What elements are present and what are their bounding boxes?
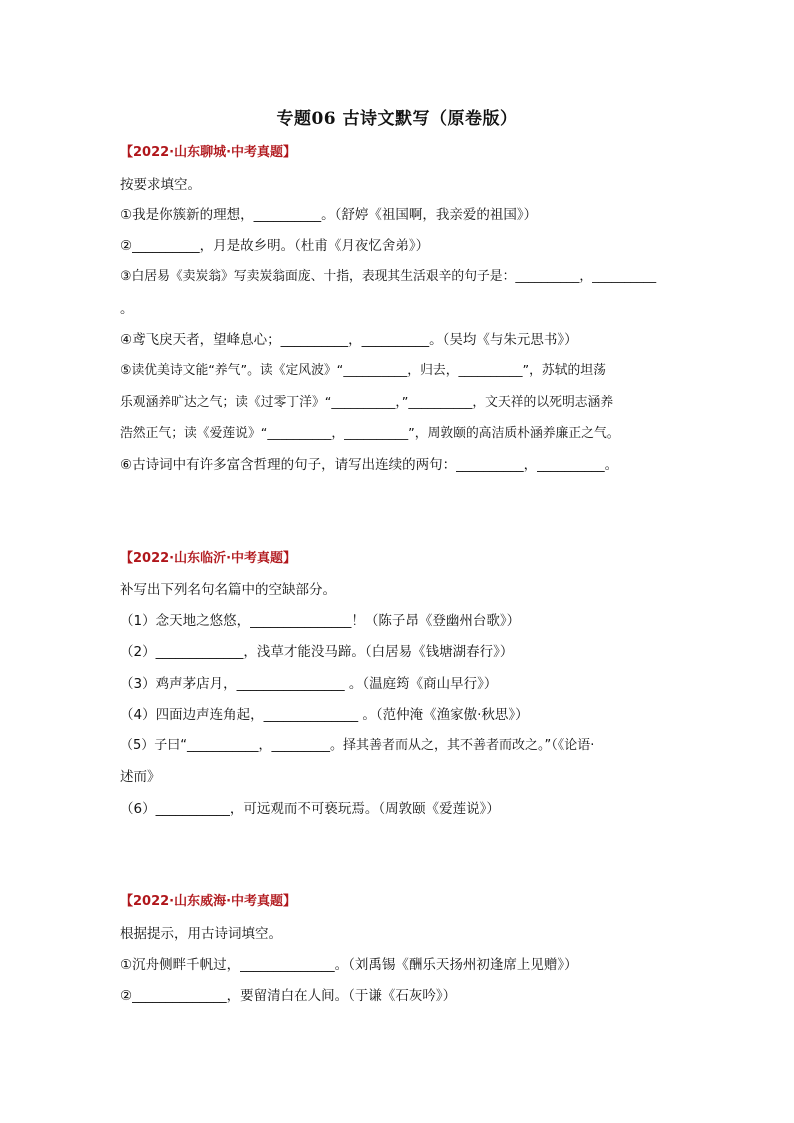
- question-line: （3）鸡声茅店月，________________ 。（温庭筠《商山早行》）: [120, 676, 498, 692]
- question-line: （5）子曰“___________，_________。择其善者而从之，其不善者而改之。”（《论语·: [120, 738, 595, 753]
- question-line: （6）___________，可远观而不可亵玩焉。（周敦颐《爱莲说》）: [120, 801, 500, 817]
- question-line: ①我是你簇新的理想，__________。（舒婷《祖国啊，我亲爱的祖国》）: [120, 207, 538, 223]
- question-line: ①沉舟侧畔千帆过，______________。（刘禹锡《酬乐天扬州初逢席上见赠》）: [120, 957, 578, 973]
- question-line: ④鸢飞戾天者，望峰息心；__________，__________。（吴均《与朱元思书》）: [120, 332, 578, 348]
- question-line: 浩然正气；读《爱莲说》“__________，__________”，周敦颐的高洁质朴涵养廉正之气。: [120, 426, 620, 441]
- section-header-linyi: 【2022·山东临沂·中考真题】: [120, 551, 297, 566]
- document-title: 专题06 古诗文默写（原卷版）: [276, 109, 518, 129]
- question-line: ③白居易《卖炭翁》写卖炭翁面庞、十指，表现其生活艰辛的句子是：__________，__________: [120, 269, 657, 284]
- question-line: ②__________，月是故乡明。（杜甫《月夜忆舍弟》）: [120, 238, 430, 254]
- question-line: 乐观涵养旷达之气；读《过零丁洋》“__________，”__________，文天祥的以死明志涵养: [120, 395, 614, 410]
- section-header-liaocheng: 【2022·山东聊城·中考真题】: [120, 145, 297, 160]
- question-line: 补写出下列名句名篇中的空缺部分。: [120, 582, 336, 598]
- question-line: 。: [120, 301, 134, 317]
- question-line: ⑥古诗词中有许多富含哲理的句子，请写出连续的两句：__________，__________。: [120, 457, 619, 473]
- question-line: ⑤读优美诗文能“养气”。读《定风波》“__________，归去，__________”，苏轼的坦荡: [120, 363, 606, 378]
- question-line: （4）四面边声连角起，______________ 。（范仲淹《渔家傲·秋思》）: [120, 707, 529, 723]
- question-line: （1）念天地之悠悠，_______________！（陈子昂《登幽州台歌》）: [120, 613, 521, 629]
- section-header-weihai: 【2022·山东威海·中考真题】: [120, 894, 297, 909]
- question-line: （2）_____________，浅草才能没马蹄。（白居易《钱塘湖春行》）: [120, 644, 514, 660]
- question-line: 述而》: [120, 769, 161, 785]
- question-line: ②______________，要留清白在人间。（于谦《石灰吟》）: [120, 988, 457, 1004]
- question-line: 根据提示，用古诗词填空。: [120, 926, 282, 942]
- question-line: 按要求填空。: [120, 177, 201, 193]
